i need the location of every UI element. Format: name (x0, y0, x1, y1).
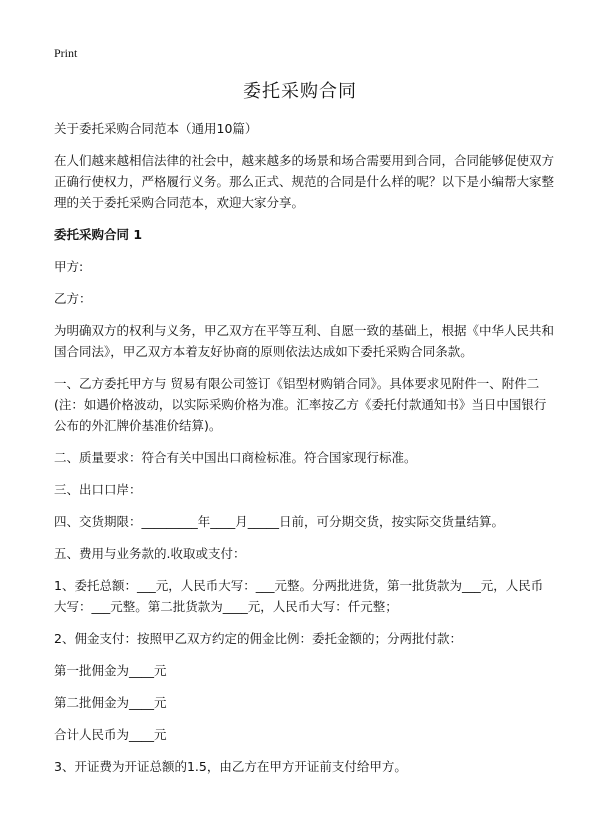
contract-paragraph: 1、委托总额：___元，人民币大写：___元整。分两批进货，第一批货款为___元，人民币大写：___元整。第二批货款为____元，人民币大写：仟元整； (54, 578, 544, 614)
contract-paragraph: 第一批佣金为____元 (54, 663, 167, 678)
contract-paragraph: 三、出口口岸： (54, 482, 142, 497)
contract-paragraph: 3、开证费为开证总额的1.5，由乙方在甲方开证前支付给甲方。 (54, 759, 407, 774)
section-heading: 委托采购合同 1 (54, 227, 143, 242)
party-a-line: 甲方: (54, 259, 84, 274)
contract-paragraph: 为明确双方的权利与义务，甲乙双方在平等互利、自愿一致的基础上，根据《中华人民共和国合同法》，甲乙双方本着友好协商的原则依法达成如下委托采购合同条款。 (54, 323, 555, 359)
intro-paragraph: 在人们越来越相信法律的社会中，越来越多的场景和场合需要用到合同，合同能够促使双方正确行使权力，严格履行义务。那么正式、规范的合同是什么样的呢？以下是小编帮大家整理的关于委托采购合同范本，欢迎大家分享。 (54, 153, 555, 210)
document-subtitle: 关于委托采购合同范本（通用10篇） (54, 121, 258, 136)
contract-paragraph: 2、佣金支付：按照甲乙双方约定的佣金比例：委托金额的；分两批付款： (54, 631, 462, 646)
contract-paragraph: 五、费用与业务款的.收取或支付： (54, 546, 246, 561)
print-link[interactable]: Print (54, 46, 78, 60)
party-b-line: 乙方： (54, 291, 92, 306)
contract-paragraph: 四、交货期限：_________年____月_____日前，可分期交货，按实际交货量结算。 (54, 514, 505, 529)
contract-paragraph: 二、质量要求：符合有关中国出口商检标准。符合国家现行标准。 (54, 450, 417, 465)
document-title: 委托采购合同 (243, 81, 357, 102)
contract-paragraph: 合计人民币为____元 (54, 727, 167, 742)
contract-paragraph: 第二批佣金为____元 (54, 695, 167, 710)
contract-paragraph: 一、乙方委托甲方与 贸易有限公司签订《铝型材购销合同》。具体要求见附件一、附件二(注：如遇价格波动，以实际采购价格为准。汇率按乙方《委托付款通知书》当日中国银行公布的外汇牌价基准价结算)。 (54, 376, 547, 433)
document-body (54, 118, 554, 788)
